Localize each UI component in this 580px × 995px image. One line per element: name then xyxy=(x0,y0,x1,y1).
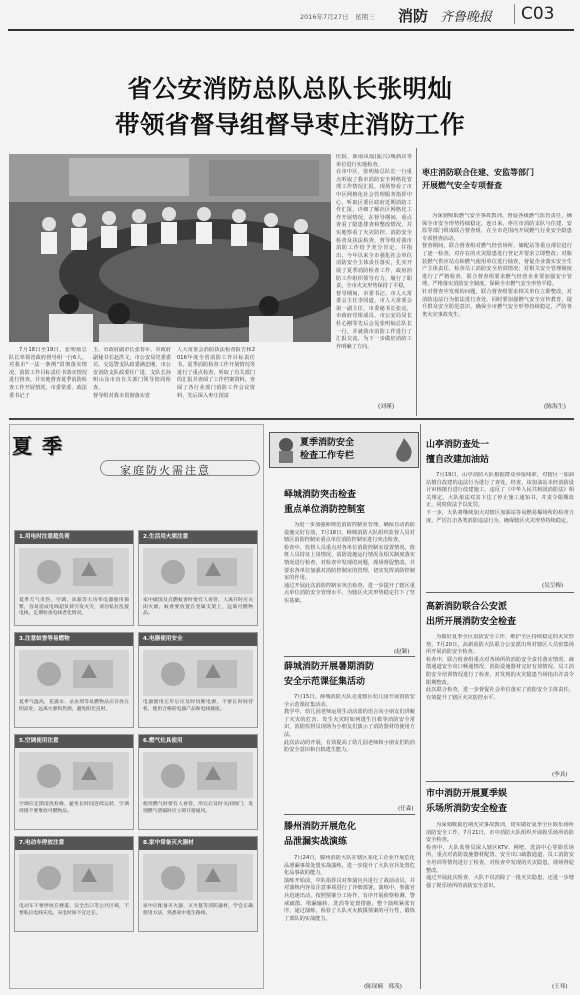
story-gaoxin-byline: (李真) xyxy=(552,772,568,778)
header-rule xyxy=(8,29,574,31)
story-tengzhou-title-1: 滕州消防开展危化 xyxy=(284,822,357,832)
story-shizhong-byline: (王邦) xyxy=(552,984,568,990)
tip-illustration xyxy=(143,752,253,798)
story-shizhong-title-2: 乐场所消防安全检查 xyxy=(426,804,508,814)
tip-card-title: 5.空调使用注意 xyxy=(15,735,133,748)
tip-card-title: 1.用电时注意超负荷 xyxy=(15,531,133,544)
tip-card-title: 2.生活用火须注意 xyxy=(139,531,257,544)
tips-banner: 家庭防火需注意 xyxy=(120,464,211,477)
story-tengzhou-body: 7月24日，滕州消防大队在辖区某化工企业开展危化品泄漏事故处置实战演练，进一步提升了大队官兵处置危化品事故的能力。 演练开始前，中队指挥员对参演官兵进行了战前动员，并对演练内容及注意事项进行了详细部署。演练中，参演官兵迅速出动，按照预案分工协作，有序开展侦察检测、警戒疏散、堵漏输转、洗消等处置措施，整个演练紧张有序。通过演练，检验了大队灭火救援预案的可行性，锻炼了部队的实战能力。 xyxy=(284,855,415,922)
tip-card-text: 家中做饭及点燃蚊香时要有人看管，人离开时应关闭火源，蚊香要放置在金属支架上，远离可燃物品。 xyxy=(143,598,253,616)
flame-icon xyxy=(392,436,416,464)
story-shanting-byline: (吴呈梅) xyxy=(542,583,564,589)
story-xuecheng-title-2: 安全示范课征集活动 xyxy=(284,677,366,687)
summer-badge: 夏季 xyxy=(12,434,72,458)
story-tengzhou-byline: (陈琛楠 邢茂) xyxy=(364,984,402,990)
section-name: 消防 xyxy=(398,7,429,25)
tip-illustration xyxy=(143,548,253,594)
story-gaoxin-title-1: 高新消防联合公安派 xyxy=(426,602,508,612)
story-yicheng-title-2: 重点单位消防控制室 xyxy=(284,505,366,515)
tip-card-title: 3.注意蚊香等易燃物 xyxy=(15,633,133,646)
story-xuecheng-body: 7月15日，薛城消防大队走进辖区幼儿园开展消防安全示范课征集活动。 教学中，幼儿园老师运用生动活泼的语言向小朋友们讲解了火灾的危害、发生火灾时如何逃生自救等消防安全常识，消防监督员现场为小朋友们演示了消防器材的使用方法。 此次活动的开展，有效提高了幼儿园老师和小朋友们的消防安全意识和自救逃生能力。 xyxy=(284,694,415,754)
story-shanting-title-1: 山亭消防查处一 xyxy=(426,440,490,450)
tip-card-text: 使用燃气时要有人看管，用完后及时关闭阀门，发现燃气泄漏时应立即开窗通风。 xyxy=(143,802,253,814)
section-divider xyxy=(9,418,574,420)
story-xuecheng-title-1: 薛城消防开展暑期消防 xyxy=(284,662,375,672)
tip-illustration xyxy=(143,650,253,696)
right-divider-2 xyxy=(426,781,574,782)
headline-line-1: 省公安消防总队总队长张明灿 xyxy=(127,74,453,103)
tip-card xyxy=(14,530,134,626)
special-column-title-1: 夏季消防安全 xyxy=(300,438,355,448)
right-top-title-2: 开展燃气安全专项督查 xyxy=(422,181,502,190)
tips-banner-frame xyxy=(100,460,260,476)
tip-card xyxy=(138,836,258,932)
tip-card-text: 电器使用完毕后应及时切断电源，不要长时间待机，使用合格的电器产品和电线插座。 xyxy=(143,700,253,712)
page-number: C03 xyxy=(514,4,555,24)
lead-story-col-4-tail xyxy=(260,347,332,409)
page-header xyxy=(0,0,580,30)
tip-card-title: 8.家中常备灭火器材 xyxy=(139,837,257,850)
column-divider-2 xyxy=(420,424,421,989)
story-yicheng-body: 为进一步加强和规范消防控制室管理，确保自动消防设施完好有效，7月18日，峄城消防大队组织监督人员对辖区消防控制室重点单位消防控制室进行突击检查。 检查中，监督人员重点对各单位消防控制室设置情况、值班人员持证上岗情况、消防设施运行情况及相关制度落实情况进行检查，对检查中发现的问题，现场督促整改，并要求各单位加强对消防控制室的管理，切实发挥消防控制室的作用。 通过开展此次消防控制室突击检查，进一步提升了辖区重点单位消防安全管理水平，为辖区火灾形势稳定打下了坚实基础。 xyxy=(284,522,415,604)
story-yicheng-byline: (赵颖) xyxy=(394,649,410,655)
mid-divider-1 xyxy=(284,656,415,657)
tip-card xyxy=(14,734,134,830)
tip-illustration xyxy=(19,650,129,696)
story-gaoxin-title-2: 出所开展消防安全检查 xyxy=(426,617,517,627)
story-yicheng-title-1: 峄城消防突击检查 xyxy=(284,490,357,500)
lead-story-col-4: 医院、新南凤凰(振兴)城酒店等单位进行实地检查。 在市中区，张明灿总队长一行重点听取了我市消防安全网格化管理工作情况汇报，现场察看了市中区网格化社会管理服务指挥中心，听取区委区政府近期消防工作汇报，详细了解社区网格化工作开展情况，在督导期间，重点查看了隐患排查和整改情况，并实地察看了火灾防控、消防安全检查及执法检查，督导组对我市消防工作给予充分肯定，并指出，今年以来全市强化社会单位消防安全主体责任落实，扎实开展了夏季消防检查工作，政府消防工作组织领导有力，履行了职责，全市火灾形势保持了平稳。 督导期间，市委书记、市人大常委会主任李同道，市人大常委会第一副主任，市委秘书长张亮，市政府党组成员、市公安局局长杜心刚等先后会见张明灿总队长一行，并就我市消防工作进行了汇报交流，为下一步做好消防工作明确了方向。 xyxy=(336,154,412,350)
story-shizhong-body: 为深刻吸取近期火灾事故教训，切实做好夏季全区娱乐场所消防安全工作，7月21日，市中消防大队组织开展娱乐场所消防安全检查。 检查中，大队监督员深入辖区KTV、网吧、洗浴中心等娱乐场所，重点对消防设施器材配置、安全出口疏散通道、员工消防安全培训等情况进行了检查，对检查中发现的火灾隐患，现场督促整改。 通过开展此次检查，大队不仅消除了一批火灾隐患，还进一步增强了娱乐场所的消防安全意识。 xyxy=(426,822,574,889)
tip-card-title: 6.燃气灶具使用 xyxy=(139,735,257,748)
tip-card xyxy=(138,632,258,728)
story-shanting-body: 7月19日，山亭消防大队根据群众举报线索，对辖区一加油站擅自改建的违法行为进行了查处。经查，该加油站未经消防设计审核擅自进行改建施工，违反了《中华人民共和国消防法》相关规定。大队依法对其下达了停止施工通知书，并责令限期改正，同时依法予以处罚。 下一步，大队将继续加大对辖区加油站等易燃易爆场所的检查力度，严厉打击各类消防违法行为，确保辖区火灾形势持续稳定。 xyxy=(426,472,574,524)
tip-illustration xyxy=(19,752,129,798)
issue-date: 2016年7月27日 星期三 xyxy=(300,13,375,21)
tip-card-title: 4.电器使用安全 xyxy=(139,633,257,646)
story-xuecheng-byline: (任森) xyxy=(398,806,414,812)
mid-divider-2 xyxy=(284,814,415,815)
story-tengzhou-title-2: 品泄漏实战演练 xyxy=(284,837,348,847)
tip-card-text: 夏季气温高，花露水、杀虫剂等易燃物品应存放在阴凉处，远离火源和热源，避免阳光直射。 xyxy=(19,700,129,712)
lead-story-col-2: 玉、市政府副市长张春军、市政府副秘书长赵洪文，市公安局党委委员、交巡警支队政委满忠刚，市公安消防支队政委任广进，支队长孙明山及市直有关部门领导陪同检查。 督导组对我市贯彻落实省 xyxy=(93,347,171,399)
right-top-body: 为深刻吸取燃气安全事故教训，督促各级燃气监管责任，确保全市安全形势持续稳定，连日来，枣庄市消防支队与住建、安监等部门组成联合督查组，在全市范围内开展燃气行业安全隐患专项督查活动。 督查期间，联合督查组对燃气经营场所、储配站等重点部位进行了逐一检查，对存在的火灾隐患进行登记并要求立即整改；对瓶装燃气供应站点和燃气使用单位进行抽查，督促企业落实安全生产主体责任，检查员工消防安全培训情况；对相关安全管理制度进行了严格检查，联合督查组要求燃气经营企业要加强安全管理，严格落实消防安全制度，保障全市燃气安全形势平稳。 针对督查中发现的问题，联合督查组要求相关单位立即整改，对消防违法行为依法进行查处，同时要加强燃气安全宣传教育，提升群众安全防范意识，确保全市燃气安全形势持续稳定，严防各类火灾事故发生。 xyxy=(422,213,572,318)
lead-story-col-3: 人大常委会消防执法检查报告和2016年度全省消防工作目标责任书，夏季消防检查工作开展情况等进行了重点检查，听取了有关部门的汇报并查阅了工作档案资料，查阅了各行业部门消防工作会议资料、先后深入枣庄国富 xyxy=(177,347,255,399)
tip-card-text: 空调应定期清洗检修，避免长时间连续运转，空调周围不要堆放可燃物品。 xyxy=(19,802,129,814)
column-divider xyxy=(416,148,417,416)
right-top-title-1: 枣庄消防联合住建、安监等部门 xyxy=(422,168,534,177)
story-shizhong-title-1: 市中消防开展夏季娱 xyxy=(426,789,508,799)
tip-card xyxy=(14,632,134,728)
tip-card xyxy=(138,734,258,830)
story-shanting-title-2: 擅自改建加油站 xyxy=(426,455,490,465)
firefighter-icon xyxy=(273,436,299,464)
lead-story-byline: (刘瑾) xyxy=(378,404,395,410)
story-gaoxin-body: 为做好夏季全区消防安全工作，维护全区持续稳定的火灾形势，7月20日，高新消防大队联合公安派出所对辖区人员密集场所开展消防安全检查。 检查中，联合检查组重点对各场所的消防安全责任落实情况、疏散通道安全出口畅通情况、消防设施器材完好有效情况、员工消防安全培训情况进行了检查，对发现的火灾隐患当场指出并责令限期整改。 此次联合检查，进一步督促社会单位落实了消防安全主体责任，有效提升了辖区火灾防控水平。 xyxy=(426,634,574,701)
right-divider-1 xyxy=(426,592,574,593)
tip-illustration xyxy=(19,854,129,900)
tip-card-title: 7.电动车停放注意 xyxy=(15,837,133,850)
meeting-photo xyxy=(9,154,331,342)
tip-card xyxy=(14,836,134,932)
special-column-title-2: 检查工作专栏 xyxy=(300,451,355,461)
headline-line-2: 带领省督导组督导枣庄消防工作 xyxy=(115,110,465,139)
right-top-byline: (陈海生) xyxy=(544,404,566,410)
tip-card-text: 家中应配备灭火器、灭火毯等消防器材，学会正确使用方法，熟悉家中逃生路线。 xyxy=(143,904,253,916)
tip-card-text: 夏季天气炎热，空调、冰箱等大功率电器使用频繁，容易造成电线超负荷引发火灾，请勿私拉乱接电线，定期检查电线老化情况。 xyxy=(19,598,129,616)
tip-card-text: 电动车不要停放在楼道、安全出口等公共区域，不要私拉电线充电，充电时间不宜过长。 xyxy=(19,904,129,916)
newspaper-logo: 齐鲁晚报 xyxy=(440,10,493,25)
lead-story-col-1: 7月18日至19日，张明灿总队长率领省政府督导组一行6人，对我市"一法一条例"贯彻落实情况、消防工作目标责任书落实情况进行督查。并实地督查夏季消防检查工作开展情况，市委常委、政法委书记于 xyxy=(9,347,87,399)
tip-illustration xyxy=(19,548,129,594)
tip-illustration xyxy=(143,854,253,900)
tip-card xyxy=(138,530,258,626)
